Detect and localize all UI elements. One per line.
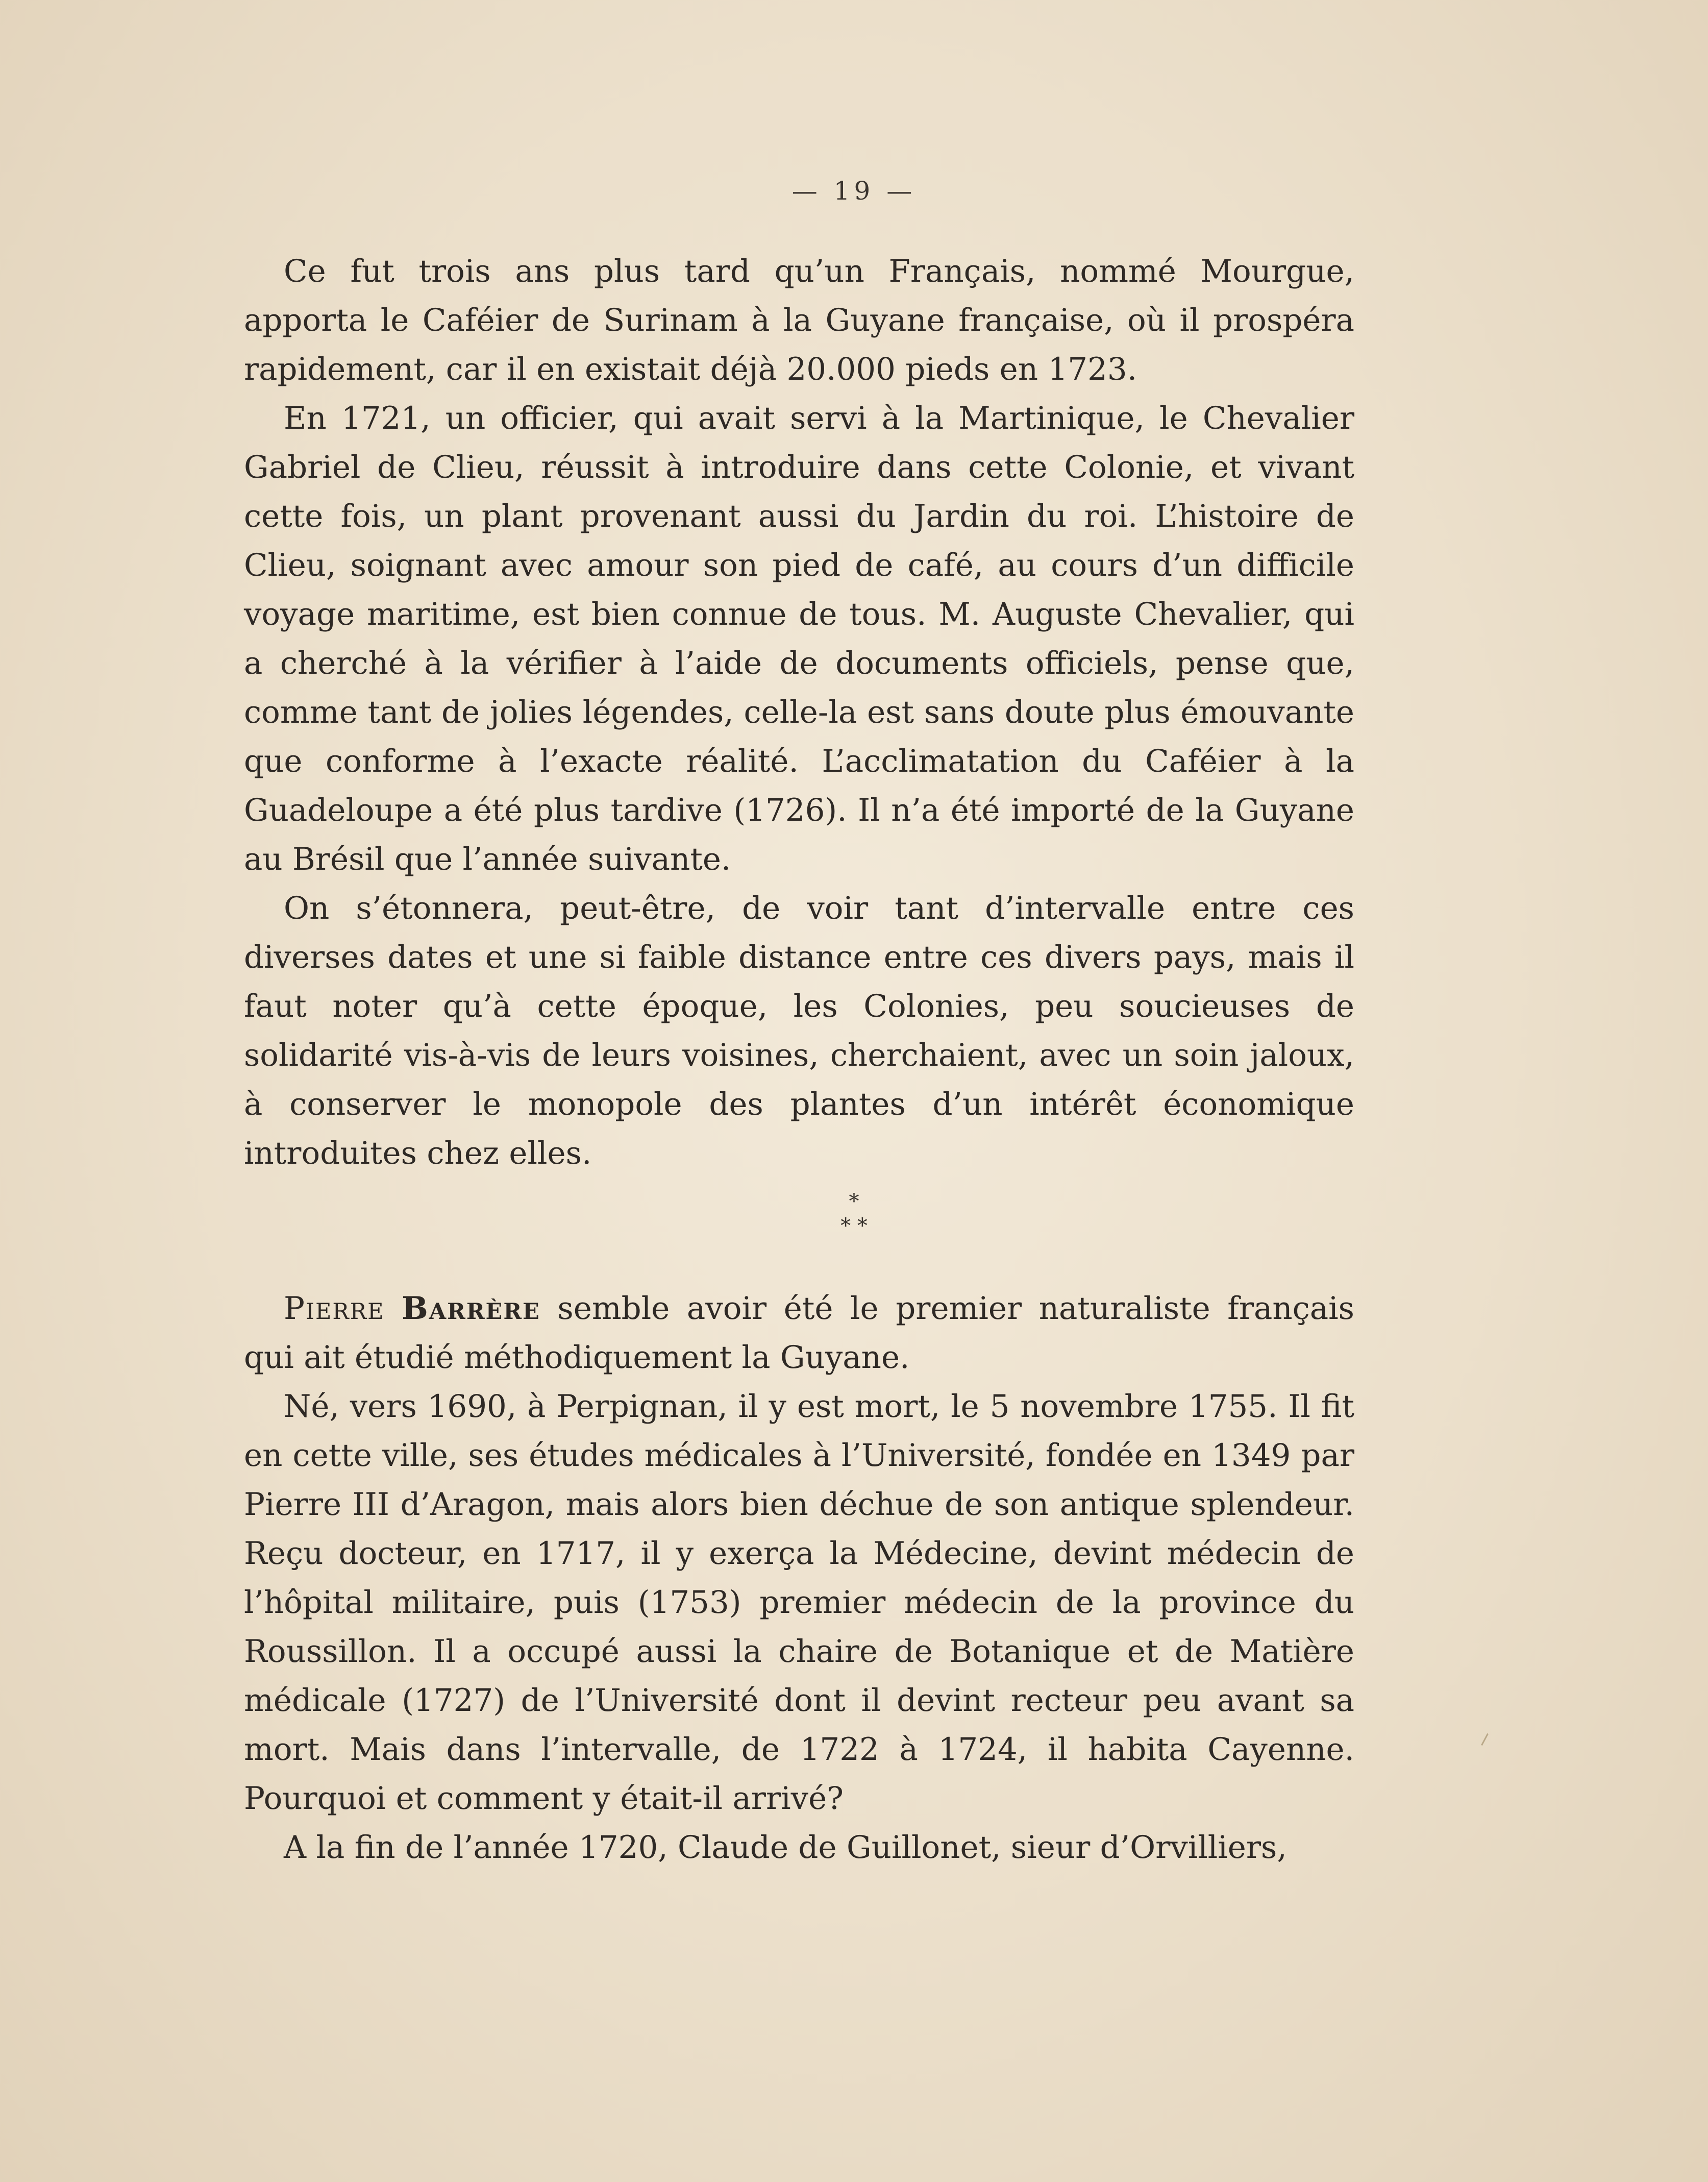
text-block-lower — [244, 1284, 1354, 1872]
asterism-top: * — [849, 1190, 859, 1213]
author-last-name: Barrère — [402, 1290, 540, 1327]
paragraph-clieu: En 1721, un officier, qui avait servi à la Martinique, le Chevalier Gabriel de Clieu, réussit à introduire dans cette Colonie, et vivant cette fois, un plant provenant aussi du Jardin du roi. L’histoire de Clieu, soignant avec amour son pied de café, au cours d’un difficile voyage maritime, est bien connue de tous. M. Auguste Chevalier, qui a cherché à la vérifier à l’aide de documents officiels, pense que, comme tant de jolies légendes, celle-la est sans doute plus émouvante que conforme à l’exacte réalité. L’acclimatation du Caféier à la Guadeloupe a été plus tardive (1726). Il n’a été importé de la Guyane au Brésil que l’année suivante. — [244, 400, 1354, 877]
paragraph-barrere-bio: Né, vers 1690, à Perpignan, il y est mort, le 5 novembre 1755. Il fit en cette ville, ses études médicales à l’Université, fondée en 1349 par Pierre III d’Aragon, mais alors bien déchue de son antique splendeur. Reçu docteur, en 1717, il y exerça la Médecine, devint médecin de l’hôpital militaire, puis (1753) premier médecin de la province du Roussillon. Il a occupé aussi la chaire de Botanique et de Matière médicale (1727) de l’Université dont il devint recteur peu avant sa mort. Mais dans l’intervalle, de 1722 à 1724, il habita Cayenne. Pourquoi et comment y était-il arrivé? — [244, 1388, 1354, 1817]
paper-speck — [1481, 1733, 1489, 1746]
section-asterism — [0, 1189, 1708, 1238]
text-block-upper — [244, 247, 1354, 1178]
paragraph-barrere-intro — [244, 1284, 1354, 1382]
paragraph-mourgue: Ce fut trois ans plus tard qu’un Français, nommé Mourgue, apporta le Caféier de Surinam à la Guyane française, où il prospéra rapidement, car il en existait déjà 20.000 pieds en 1723. — [244, 253, 1354, 387]
author-first-name: Pierre — [284, 1290, 385, 1327]
paragraph-barrere-intro-text: semble avoir été le premier naturaliste français qui ait étudié méthodiquement la Guyane. — [244, 1290, 1354, 1376]
paragraph-guillonet: A la fin de l’année 1720, Claude de Guillonet, sieur d’Orvilliers, — [284, 1829, 1287, 1866]
page-number: — 19 — — [791, 176, 917, 206]
paragraph-colonies: On s’étonnera, peut-être, de voir tant d’intervalle entre ces diverses dates et une si faible distance entre ces divers pays, mais il faut noter qu’à cette époque, les Colonies, peu soucieuses de solidarité vis-à-vis de leurs voisines, cherchaient, avec un soin jaloux, à conserver le monopole des plantes d’un intérêt économique introduites chez elles. — [244, 890, 1354, 1171]
asterism-bottom: * * — [840, 1214, 868, 1238]
